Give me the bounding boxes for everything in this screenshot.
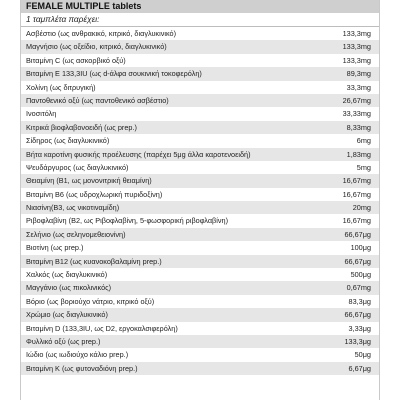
ingredient-amount: 133,3mg xyxy=(342,55,371,65)
ingredient-amount: 133,3mg xyxy=(342,29,371,38)
table-row xyxy=(21,188,379,201)
table-row xyxy=(21,214,379,227)
table-row xyxy=(21,322,379,335)
table-row xyxy=(21,67,379,80)
ingredient-amount: 16,67mg xyxy=(342,216,371,226)
ingredient-list xyxy=(21,27,379,375)
table-row xyxy=(21,255,379,268)
ingredient-name: Βιταμίνη B6 (ως υδροχλωρική πυριδοξίνη) xyxy=(26,189,163,199)
table-row xyxy=(21,161,379,174)
ingredient-amount: 133,3mg xyxy=(342,42,371,52)
table-row xyxy=(21,308,379,321)
ingredient-name: Κιτρικά βιοφλαβονοειδή (ως prep.) xyxy=(26,122,137,132)
ingredient-amount: 0,67mg xyxy=(346,283,371,293)
ingredient-amount: 66,67μg xyxy=(344,229,371,239)
ingredient-name: Βιταμίνη K (ως φυτοναδιόνη prep.) xyxy=(26,363,138,373)
table-row xyxy=(21,27,379,40)
ingredient-name: Ψευδάργυρος (ως διαγλυκινικό) xyxy=(26,162,129,172)
ingredient-name: Βιταμίνη C (ως ασκορβικό οξύ) xyxy=(26,55,126,65)
ingredient-name: Ριβοφλαβίνη (B2, ως Ριβοφλαβίνη, 5-φωσφορική ριβοφλαβίνη) xyxy=(26,216,229,226)
table-row xyxy=(21,121,379,134)
ingredient-amount: 20mg xyxy=(352,203,371,213)
ingredient-amount: 16,67mg xyxy=(342,176,371,186)
table-row xyxy=(21,54,379,67)
ingredient-name: Βιταμίνη D (133,3IU, ως D2, εργοκαλσιφερόλη) xyxy=(26,323,178,333)
ingredient-name: Βόριο (ως βοριούχο νάτριο, κιτρικό οξύ) xyxy=(26,296,155,306)
ingredient-amount: 3,33μg xyxy=(348,323,371,333)
ingredient-amount: 89,3mg xyxy=(346,69,371,79)
ingredient-name: Ινοσιτόλη xyxy=(26,109,57,119)
ingredient-name: Χαλκός (ως διαγλυκινικό) xyxy=(26,270,108,280)
ingredient-amount: 66,67μg xyxy=(344,310,371,320)
ingredient-amount: 6,67μg xyxy=(348,363,371,373)
ingredient-amount: 66,67μg xyxy=(344,256,371,266)
table-row xyxy=(21,241,379,254)
table-row xyxy=(21,268,379,281)
ingredient-amount: 26,67mg xyxy=(342,95,371,105)
ingredient-name: Ασβέστιο (ως ανθρακικό, κιτρικό, διαγλυκινικό) xyxy=(26,29,177,38)
ingredient-name: Νιασίνη(B3, ως νικοτιναμίδη) xyxy=(26,203,120,213)
table-row xyxy=(21,134,379,147)
table-row xyxy=(21,228,379,241)
ingredient-amount: 50μg xyxy=(354,350,371,360)
ingredient-name: Θειαμίνη (B1, ως μονονιτρική θειαμίνη) xyxy=(26,176,152,186)
ingredient-amount: 6mg xyxy=(356,136,371,146)
table-row xyxy=(21,281,379,294)
ingredient-name: Μαγγάνιο (ως πικολινικός) xyxy=(26,283,112,293)
ingredient-name: Ιώδιο (ως ιωδιούχο κάλιο prep.) xyxy=(26,350,129,360)
serving-note: 1 ταμπλέτα παρέχει: xyxy=(21,13,379,27)
ingredient-amount: 1,83mg xyxy=(346,149,371,159)
table-row xyxy=(21,174,379,187)
table-row xyxy=(21,201,379,214)
table-row xyxy=(21,148,379,161)
ingredient-name: Βιταμίνη B12 (ως κυανοκοβαλαμίνη prep.) xyxy=(26,256,162,266)
ingredient-amount: 500μg xyxy=(350,270,371,280)
ingredient-amount: 33,33mg xyxy=(342,109,371,119)
ingredient-amount: 8,33mg xyxy=(346,122,371,132)
table-row xyxy=(21,295,379,308)
product-title: FEMALE MULTIPLE tablets xyxy=(21,0,379,13)
table-row xyxy=(21,81,379,94)
ingredient-name: Φυλλικό οξύ (ως prep.) xyxy=(26,336,101,346)
ingredient-name: Μαγνήσιο (ως οξείδιο, κιτρικό, διαγλυκινικό) xyxy=(26,42,167,52)
ingredient-amount: 83,3μg xyxy=(348,296,371,306)
ingredient-name: Βιταμίνη E 133,3IU (ως d-άλφα σουκινική τοκοφερόλη) xyxy=(26,69,202,79)
table-row xyxy=(21,94,379,107)
ingredient-name: Σελήνιο (ως σεληνομεθειονίνη) xyxy=(26,229,126,239)
ingredient-amount: 100μg xyxy=(350,243,371,253)
table-row xyxy=(21,335,379,348)
ingredient-name: Βήτα καροτίνη φυσικής προέλευσης (παρέχει 5μg άλλα καροτενοειδή) xyxy=(26,149,251,159)
ingredient-amount: 5mg xyxy=(356,162,371,172)
table-row xyxy=(21,362,379,375)
ingredient-name: Παντοθενικό οξύ (ως παντοθενικό ασβέστιο) xyxy=(26,95,169,105)
ingredient-amount: 16,67mg xyxy=(342,189,371,199)
table-row xyxy=(21,348,379,361)
ingredient-name: Βιοτίνη (ως prep.) xyxy=(26,243,84,253)
table-row xyxy=(21,107,379,120)
table-row xyxy=(21,40,379,53)
ingredient-name: Σίδηρος (ως διαγλυκινικό) xyxy=(26,136,110,146)
ingredient-name: Χολίνη (ως διτρυγική) xyxy=(26,82,96,92)
nutrition-facts-table xyxy=(20,0,380,400)
ingredient-amount: 133,3μg xyxy=(344,336,371,346)
ingredient-amount: 33,3mg xyxy=(346,82,371,92)
ingredient-name: Χρώμιο (ως διαγλυκινικό) xyxy=(26,310,108,320)
